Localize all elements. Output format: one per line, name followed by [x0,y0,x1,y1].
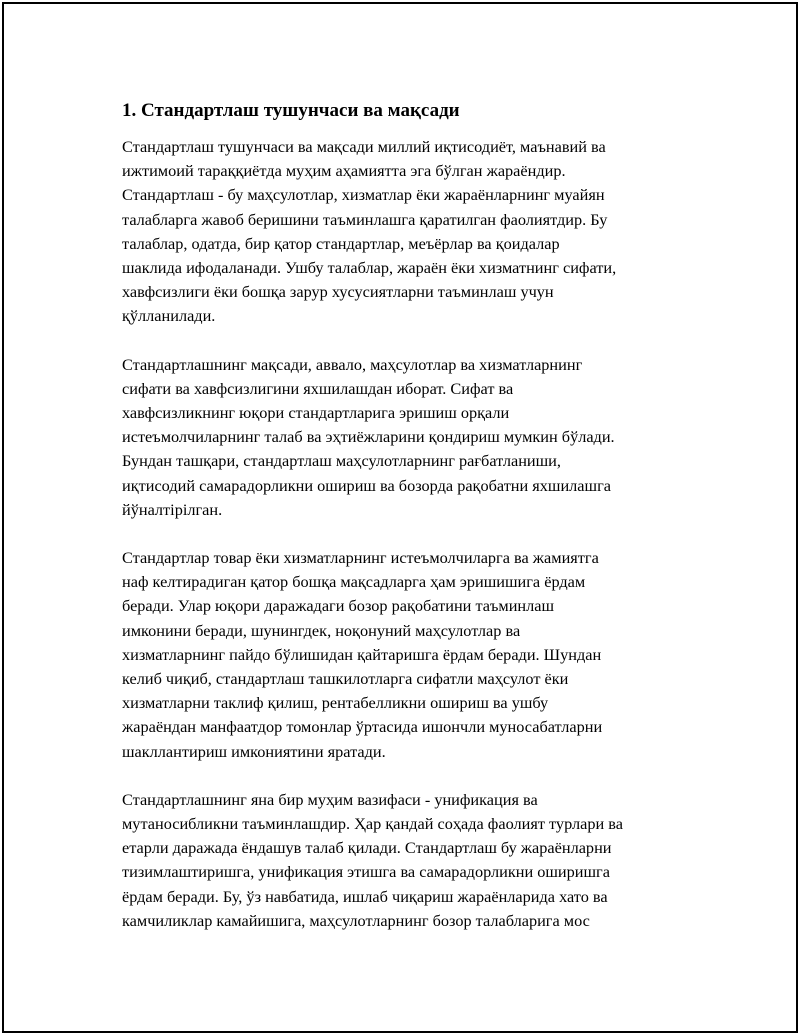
text-line: истеъмолчиларнинг талаб ва эҳтиёжларини қондириш мумкин бўлади. [122,427,615,447]
text-line: Стандартлаш - бу маҳсулотлар, хизматлар ёки жараёнларнинг муайян [122,185,605,205]
section-heading: 1. Стандартлаш тушунчаси ва мақсади [122,100,460,121]
text-line: шакллантириш имкониятини яратади. [122,741,386,761]
text-line: Бундан ташқари, стандартлаш маҳсулотларнинг рағбатланиши, [122,451,561,471]
text-line: етарли даражада ёндашув талаб қилади. Стандартлаш бу жараёнларни [122,838,612,858]
text-line: қўлланилади. [122,306,216,326]
text-line: Стандартлар товар ёки хизматларнинг истеъмолчиларга ва жамиятга [122,548,599,568]
paragraph-2 [122,353,707,522]
text-line: хизматларнинг пайдо бўлишидан қайтаришга ёрдам беради. Шундан [122,644,602,664]
document-body [122,98,707,957]
text-line: Стандартлашнинг яна бир муҳим вазифаси - унификация ва [122,789,538,809]
paragraph-3 [122,546,707,764]
text-line: жараёндан манфаатдор томонлар ўртасида ишончли муносабатларни [122,717,603,737]
text-line: беради. Улар юқори даражадаги бозор рақобатини таъминлаш [122,596,555,616]
text-line: камчиликлар камайишига, маҳсулотларнинг бозор талабларига мос [122,910,590,930]
text-line: тизимлаштиришга, унификация этишга ва самарадорликни оширишга [122,862,610,882]
text-line: мутаносибликни таъминлашдир. Ҳар қандай соҳада фаолият турлари ва [122,814,623,834]
text-line: наф келтирадиган қатор бошқа мақсадларга ҳам эришишига ёрдам [122,572,586,592]
text-line: сифати ва хавфсизлигини яхшилашдан иборат. Сифат ва [122,378,514,398]
text-line: иқтисодий самарадорликни ошириш ва бозорда рақобатни яхшилашга [122,475,611,495]
text-line: талабларга жавоб беришини таъминлашга қаратилган фаолиятдир. Бу [122,209,608,229]
text-line: хавфсизликнинг юқори стандартларига эришиш орқали [122,403,510,423]
text-line: ижтимоий тараққиётда муҳим аҳамиятта эга бўлган жараёндир. [122,161,566,181]
text-line: шаклида ифодаланади. Ушбу талаблар, жараён ёки хизматнинг сифати, [122,258,617,278]
text-line: йўналтiрiлган. [122,499,223,519]
text-line: хизматларни таклиф қилиш, рентабелликни ошириш ва ушбу [122,693,549,713]
document-page [2,2,798,1033]
paragraph-1 [122,135,707,329]
text-line: Стандартлаш тушунчаси ва мақсади миллий иқтисодиёт, маънавий ва [122,137,606,156]
text-line: ёрдам беради. Бу, ўз навбатида, ишлаб чиқариш жараёнларида хато ва [122,886,608,906]
text-line: келиб чиқиб, стандартлаш ташкилотларга сифатли маҳсулот ёки [122,669,569,689]
paragraph-4 [122,788,707,933]
text-line: талаблар, одатда, бир қатор стандартлар, меъёрлар ва қоидалар [122,233,560,253]
text-line: Стандартлашнинг мақсади, аввало, маҳсулотлар ва хизматларнинг [122,354,583,374]
text-line: имконини беради, шунингдек, ноқонуний маҳсулотлар ва [122,620,521,640]
text-line: хавфсизлиги ёки бошқа зарур хусусиятларни таъминлаш учун [122,282,554,302]
